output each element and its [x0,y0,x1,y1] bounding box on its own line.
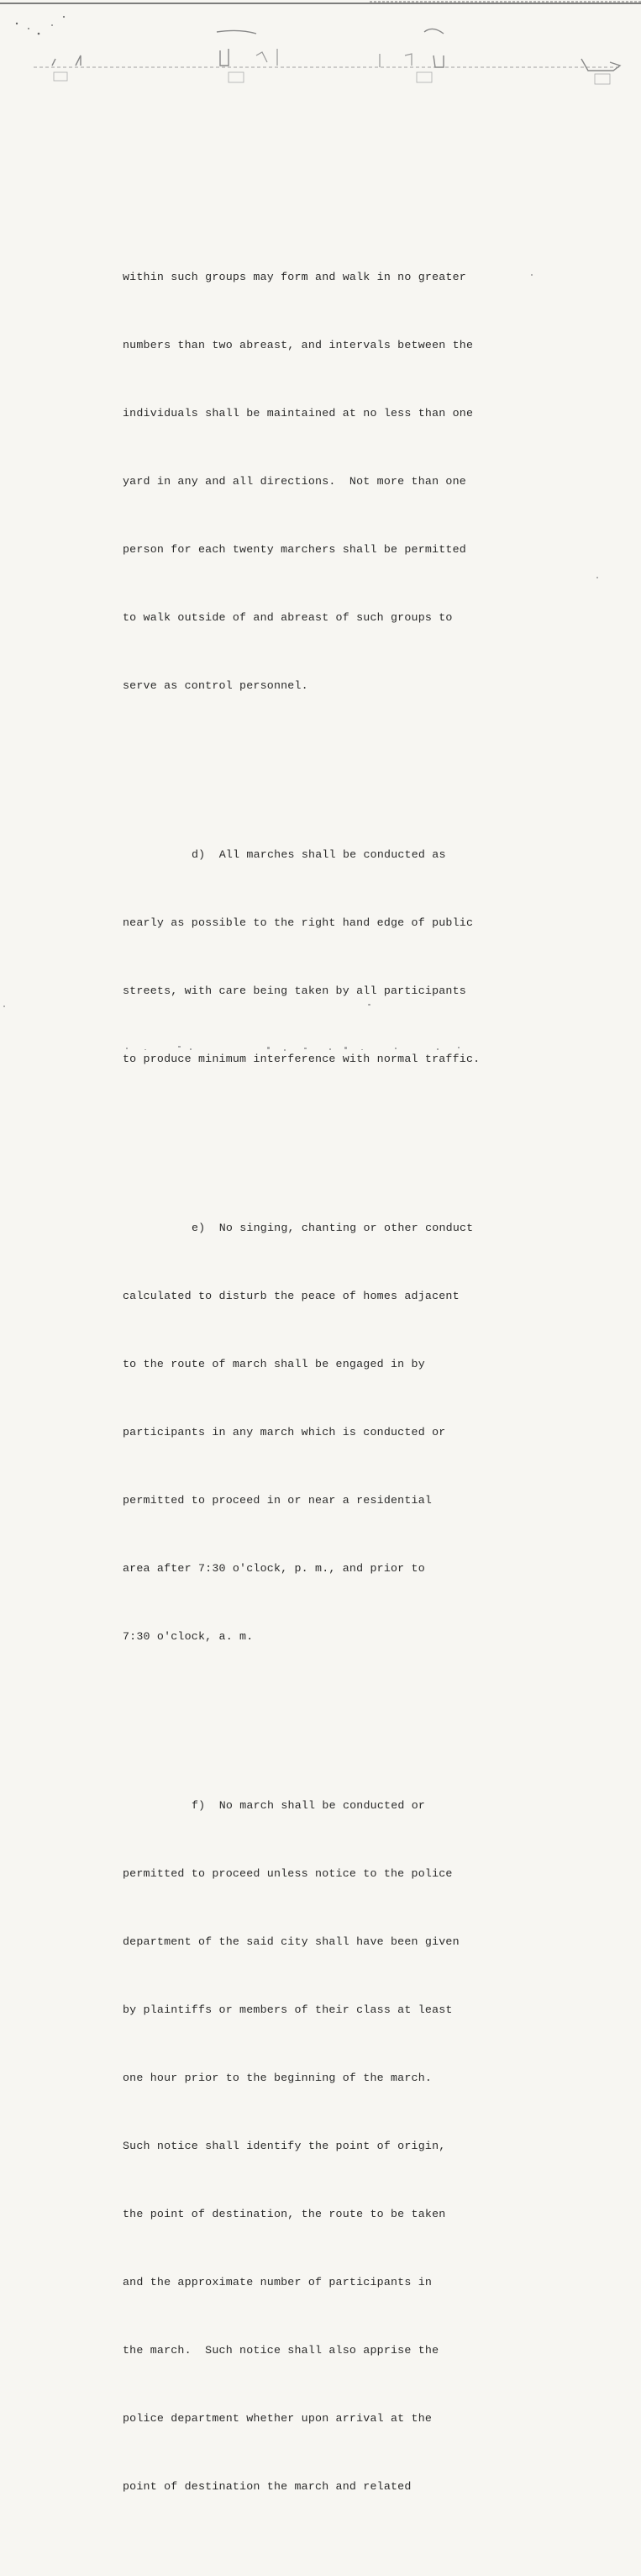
text-line: serve as control personnel. [123,679,308,692]
text-line: department of the said city shall have been given [123,1935,460,1948]
text-line: participants in any march which is conducted or [123,1426,446,1438]
text-line: to walk outside of and abreast of such groups to [123,611,453,624]
text-line: the march. Such notice shall also apprise the [123,2344,439,2357]
text-line: to produce minimum interference with normal traffic. [123,1053,481,1065]
scan-speck [531,274,533,276]
text-line: the point of destination, the route to be taken [123,2208,446,2220]
text-line: area after 7:30 o'clock, p. m., and prior to [123,1562,425,1575]
text-line: yard in any and all directions. Not more than one [123,475,466,488]
scan-speck [3,1006,5,1007]
text-line: calculated to disturb the peace of homes adjacent [123,1290,460,1302]
paragraph-d [123,798,484,1116]
text-line: d) All marches shall be conducted as [192,848,446,861]
text-line: nearly as possible to the right hand edge of public [123,916,474,929]
paragraph-f [123,1749,484,2543]
text-line: Such notice shall identify the point of origin, [123,2140,446,2152]
text-line: 7:30 o'clock, a. m. [123,1630,254,1643]
text-line: streets, with care being taken by all participants [123,984,466,997]
text-line: permitted to proceed in or near a residential [123,1494,433,1507]
text-line: numbers than two abreast, and intervals between the [123,339,474,351]
text-line: f) No march shall be conducted or [192,1799,426,1812]
text-line: by plaintiffs or members of their class at least [123,2003,453,2016]
text-line: permitted to proceed unless notice to the police [123,1867,453,1880]
text-line: individuals shall be maintained at no less than one [123,407,474,420]
scan-speck [368,1004,370,1006]
text-line: person for each twenty marchers shall be permitted [123,543,466,556]
scan-speck [596,577,598,578]
text-line: one hour prior to the beginning of the march. [123,2072,433,2084]
document-body [123,175,484,2576]
paragraph-e [123,1171,484,1693]
scan-bottom-noise [0,1039,641,1059]
paragraph-c-continued [123,220,484,742]
scan-header-marks [0,0,641,92]
text-line: police department whether upon arrival at the [123,2412,433,2425]
text-line: point of destination the march and related [123,2480,412,2493]
text-line: e) No singing, chanting or other conduct [192,1222,474,1234]
text-line: to the route of march shall be engaged in by [123,1358,425,1370]
text-line: and the approximate number of participants in [123,2276,433,2288]
text-line: within such groups may form and walk in no greater [123,271,466,283]
